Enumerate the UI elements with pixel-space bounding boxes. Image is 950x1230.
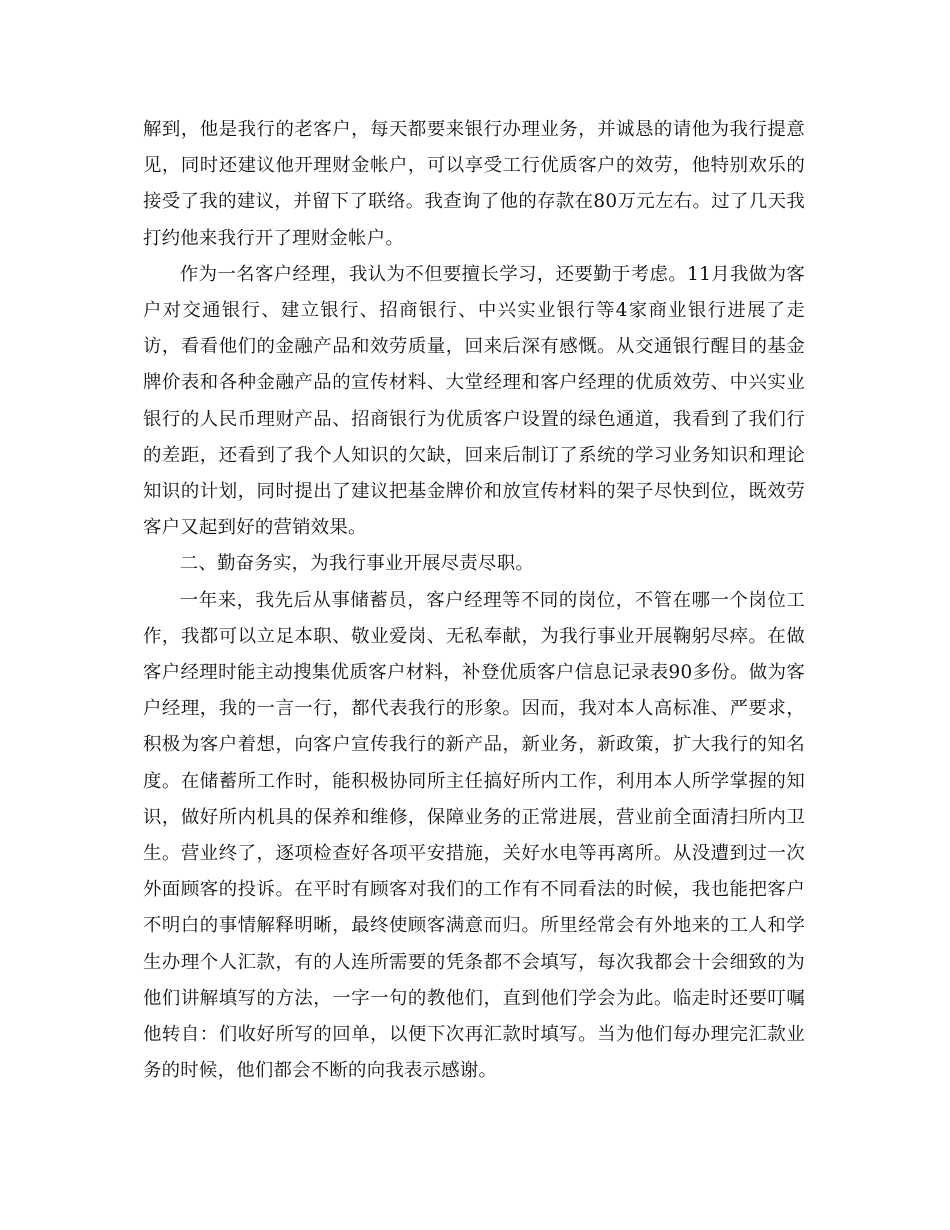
- paragraph-3: 一年来，我先后从事储蓄员，客户经理等不同的岗位，不管在哪一个岗位工作，我都可以立足本职、敬业爱岗、无私奉献，为我行事业开展鞠躬尽瘁。在做客户经理时能主动搜集优质客户材料，补登优质客户信息记录表90多份。做为客户经理，我的一言一行，都代表我行的形象。因而，我对本人高标准、严要求，积极为客户着想，向客户宣传我行的新产品，新业务，新政策，扩大我行的知名度。在储蓄所工作时，能积极协同所主任搞好所内工作，利用本人所学掌握的知识，做好所内机具的保养和维修，保障业务的正常进展，营业前全面清扫所内卫生。营业终了，逐项检查好各项平安措施，关好水电等再离所。从没遭到过一次外面顾客的投诉。在平时有顾客对我们的工作有不同看法的时候，我也能把客户不明白的事情解释明晰，最终使顾客满意而归。所里经常会有外地来的工人和学生办理个人汇款，有的人连所需要的凭条都不会填写，每次我都会十会细致的为他们讲解填写的方法，一字一句的教他们，直到他们学会为此。临走时还要叮嘱他转自：们收好所写的回单，以便下次再汇款时填写。当为他们每办理完汇款业务的时候，他们都会不断的向我表示感谢。: [143, 589, 805, 1082]
- document-body: [143, 112, 805, 1089]
- paragraph-1: 解到，他是我行的老客户，每天都要来银行办理业务，并诚恳的请他为我行提意见，同时还建议他开理财金帐户，可以享受工行优质客户的效劳，他特别欢乐的接受了我的建议，并留下了联络。我查询了他的存款在80万元左右。过了几天我打约他来我行开了理财金帐户。: [143, 119, 805, 249]
- paragraph-2: 作为一名客户经理，我认为不但要擅长学习，还要勤于考虑。11月我做为客户对交通银行、建立银行、招商银行、中兴实业银行等4家商业银行进展了走访，看看他们的金融产品和效劳质量，回来后深有感慨。从交通银行醒目的基金牌价表和各种金融产品的宣传材料、大堂经理和客户经理的优质效劳、中兴实业银行的人民币理财产品、招商银行为优质客户设置的绿色通道，我看到了我们行的差距，还看到了我个人知识的欠缺，回来后制订了系统的学习业务知识和理论知识的计划，同时提出了建议把基金牌价和放宣传材料的架子尽快到位，既效劳客户又起到好的营销效果。: [143, 263, 805, 539]
- section-heading: 二、勤奋务实，为我行事业开展尽责尽职。: [179, 553, 534, 575]
